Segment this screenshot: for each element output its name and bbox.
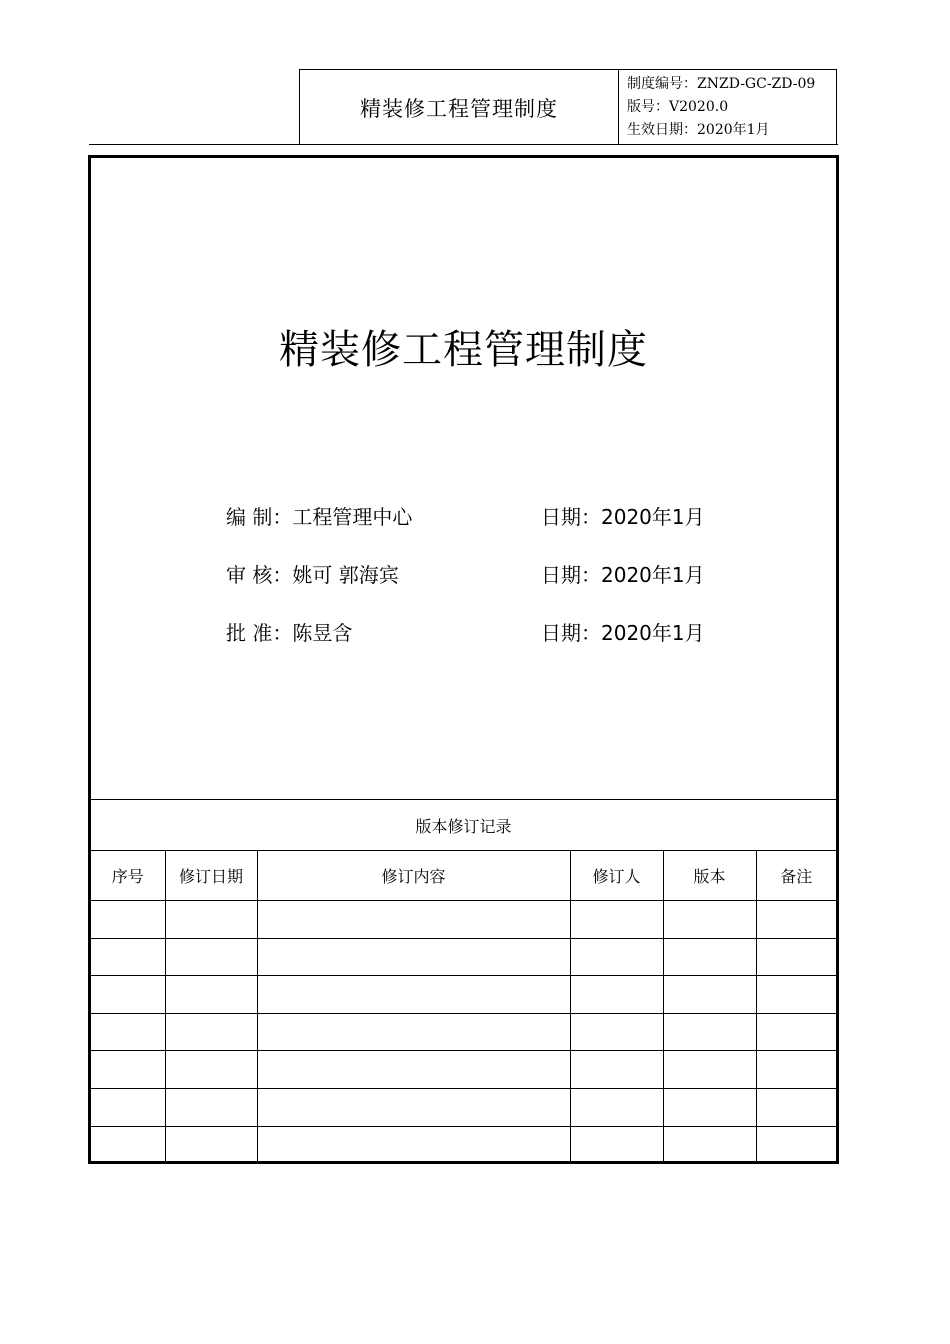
signoff-row-reviewed xyxy=(226,559,746,589)
table-cell[interactable] xyxy=(91,1013,165,1051)
revision-table xyxy=(91,799,836,1163)
table-cell[interactable] xyxy=(570,1013,663,1051)
signoff-row-approved xyxy=(226,617,746,647)
table-cell[interactable] xyxy=(663,976,756,1014)
table-cell[interactable] xyxy=(663,1051,756,1089)
table-cell[interactable] xyxy=(663,938,756,976)
signoff-role: 编 制： xyxy=(226,505,293,529)
table-row xyxy=(91,1013,836,1051)
doc-number: 制度编号：ZNZD-GC-ZD-09 xyxy=(627,76,816,92)
table-cell[interactable] xyxy=(756,1051,836,1089)
revision-caption-row xyxy=(91,800,836,851)
signoff-role: 批 准： xyxy=(226,621,293,645)
signoff-name: 姚可 郭海宾 xyxy=(292,563,399,587)
signoff-date: 日期：2020年1月 xyxy=(541,505,705,529)
col-header-reviser: 修订人 xyxy=(570,851,663,901)
col-header-remarks: 备注 xyxy=(756,851,836,901)
cover-frame xyxy=(88,155,839,1164)
table-cell[interactable] xyxy=(756,1013,836,1051)
table-cell[interactable] xyxy=(257,1088,570,1126)
table-cell[interactable] xyxy=(756,938,836,976)
effective-date: 生效日期：2020年1月 xyxy=(627,122,770,138)
table-cell[interactable] xyxy=(91,976,165,1014)
col-header-version: 版本 xyxy=(663,851,756,901)
signoff-name: 工程管理中心 xyxy=(292,505,413,529)
header-title: 精装修工程管理制度 xyxy=(300,70,619,144)
document-header xyxy=(299,69,837,144)
table-cell[interactable] xyxy=(756,1126,836,1163)
header-meta xyxy=(619,70,836,144)
table-cell[interactable] xyxy=(756,901,836,939)
table-cell[interactable] xyxy=(663,1126,756,1163)
signoff-left xyxy=(226,559,399,588)
table-cell[interactable] xyxy=(570,938,663,976)
table-cell[interactable] xyxy=(91,901,165,939)
table-cell[interactable] xyxy=(570,1051,663,1089)
signoff-date: 日期：2020年1月 xyxy=(541,563,705,587)
table-cell[interactable] xyxy=(257,938,570,976)
table-cell[interactable] xyxy=(257,976,570,1014)
table-cell[interactable] xyxy=(570,901,663,939)
revision-header-row xyxy=(91,851,836,901)
table-cell[interactable] xyxy=(756,976,836,1014)
table-cell[interactable] xyxy=(570,1088,663,1126)
table-cell[interactable] xyxy=(663,901,756,939)
table-cell[interactable] xyxy=(165,1126,257,1163)
col-header-date: 修订日期 xyxy=(165,851,257,901)
signoff-left xyxy=(226,501,412,530)
table-cell[interactable] xyxy=(663,1013,756,1051)
table-cell[interactable] xyxy=(165,1013,257,1051)
signoff-name: 陈昱含 xyxy=(292,621,353,645)
signoff-row-prepared xyxy=(226,501,746,531)
table-cell[interactable] xyxy=(257,1126,570,1163)
table-cell[interactable] xyxy=(257,1013,570,1051)
revision-caption: 版本修订记录 xyxy=(91,800,836,851)
table-cell[interactable] xyxy=(91,1088,165,1126)
table-row xyxy=(91,938,836,976)
doc-version: 版号：V2020.0 xyxy=(627,99,729,115)
table-cell[interactable] xyxy=(91,1051,165,1089)
table-cell[interactable] xyxy=(165,901,257,939)
table-cell[interactable] xyxy=(165,1051,257,1089)
cover-title: 精装修工程管理制度 xyxy=(279,327,648,373)
col-header-content: 修订内容 xyxy=(257,851,570,901)
table-cell[interactable] xyxy=(257,1051,570,1089)
header-rule xyxy=(89,144,838,145)
table-cell[interactable] xyxy=(91,1126,165,1163)
table-cell[interactable] xyxy=(570,976,663,1014)
table-cell[interactable] xyxy=(257,901,570,939)
table-row xyxy=(91,1051,836,1089)
table-cell[interactable] xyxy=(756,1088,836,1126)
table-row xyxy=(91,1088,836,1126)
table-cell[interactable] xyxy=(570,1126,663,1163)
signoff-left xyxy=(226,617,352,646)
table-row xyxy=(91,976,836,1014)
table-cell[interactable] xyxy=(165,938,257,976)
col-header-no: 序号 xyxy=(91,851,165,901)
table-cell[interactable] xyxy=(165,1088,257,1126)
signoff-role: 审 核： xyxy=(226,563,293,587)
table-cell[interactable] xyxy=(663,1088,756,1126)
table-row xyxy=(91,901,836,939)
table-cell[interactable] xyxy=(165,976,257,1014)
table-row xyxy=(91,1126,836,1163)
table-cell[interactable] xyxy=(91,938,165,976)
signoff-date: 日期：2020年1月 xyxy=(541,621,705,645)
